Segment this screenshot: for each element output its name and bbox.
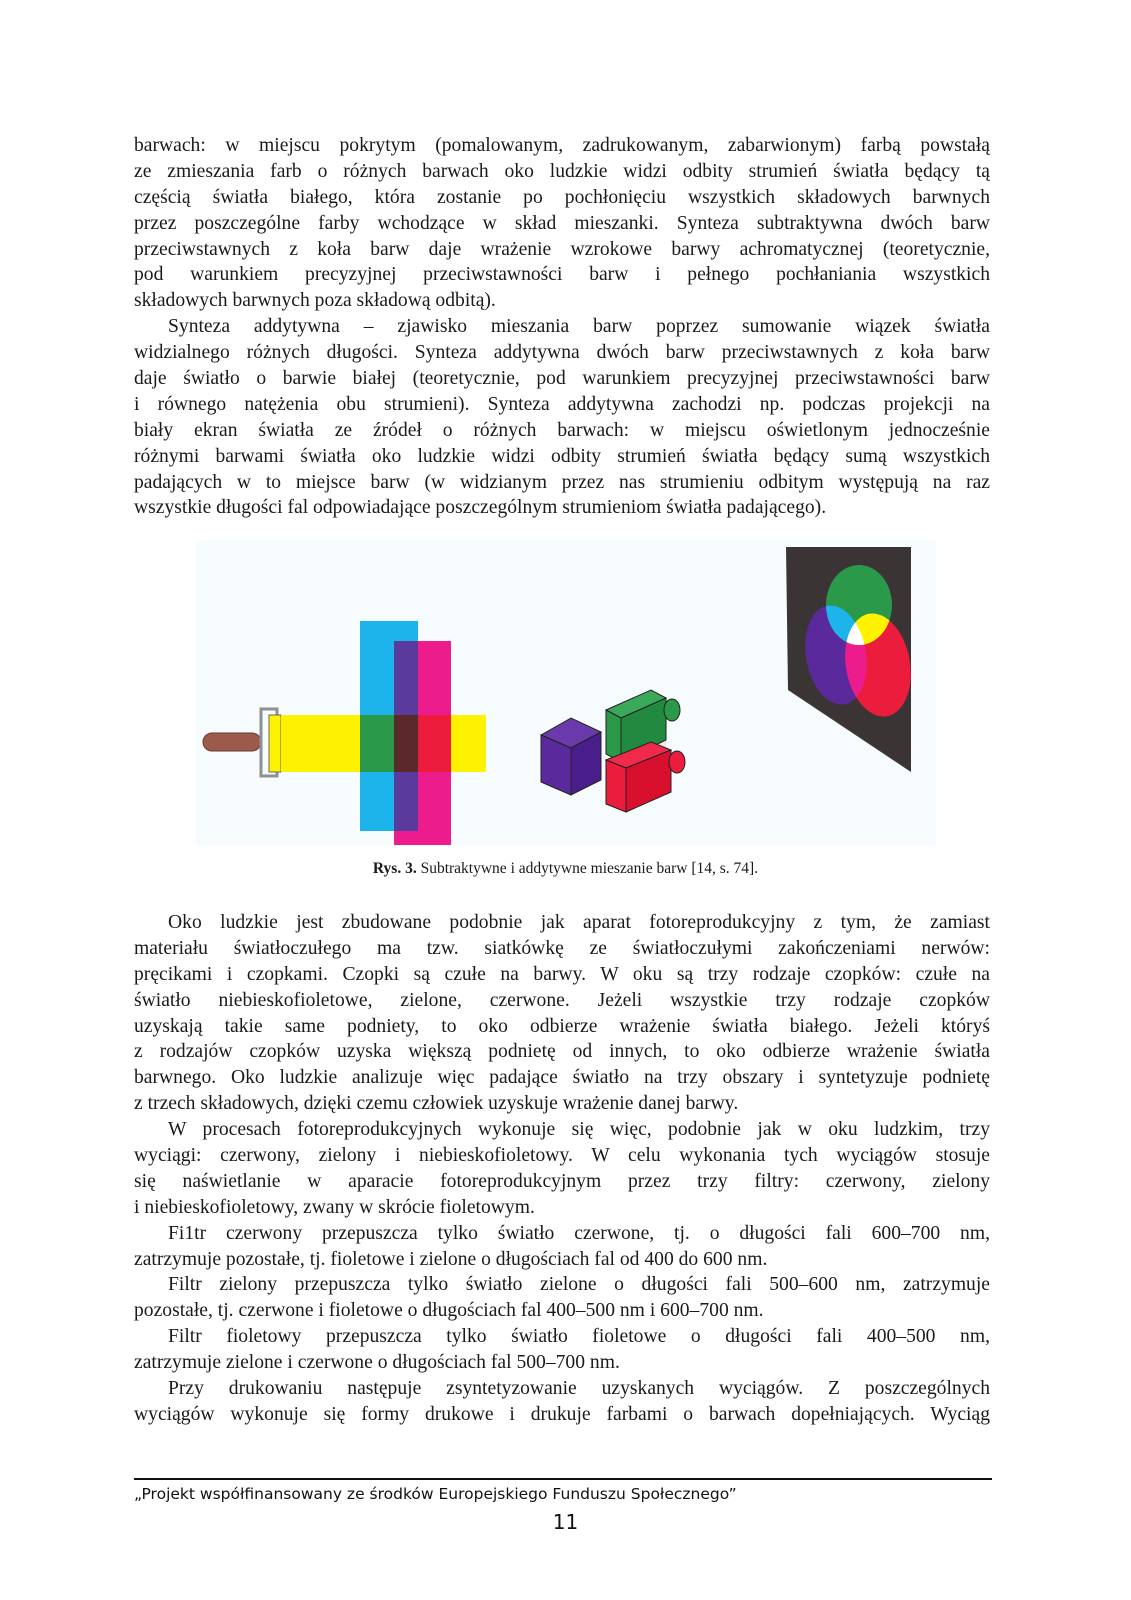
text-line: składowych barwnych poza składową odbitą). <box>134 290 496 312</box>
text-line: pod warunkiem precyzyjnej przeciwstawności barw i pełnego pochłaniania wszystkich <box>134 264 990 286</box>
footer-funding-note: „Projekt współfinansowany ze środków Europejskiego Funduszu Społecznego” <box>134 1485 737 1503</box>
section-1 <box>134 133 990 521</box>
text-line: i równego natężenia obu strumieni). Synteza addytywna zachodzi np. podczas projekcji na <box>134 393 990 415</box>
text-line: materiału światłoczułego ma tzw. siatkówkę ze światłoczułymi zakończeniami nerwów: <box>134 937 990 959</box>
roller-handle <box>203 733 261 751</box>
text-line: Oko ludzkie jest zbudowane podobnie jak aparat fotoreprodukcyjny z tym, że zamiast <box>168 912 990 933</box>
roller-cylinder <box>269 715 281 772</box>
text-line: różnymi barwami światła oko ludzkie widzi odbity strumień światła będący sumą wszystkich <box>134 445 990 467</box>
text-line: Przy drukowaniu następuje zsyntetyzowanie uzyskanych wyciągów. Z poszczególnych <box>168 1378 990 1400</box>
text-line: przeciwstawnych z koła barw daje wrażenie wzrokowe barwy achromatycznej (teoretycznie, <box>134 238 990 260</box>
text-line: Filtr zielony przepuszcza tylko światło zielone o długości fali 500–600 nm, zatrzymuje <box>168 1274 990 1296</box>
paragraph <box>134 1376 990 1428</box>
text-line: Synteza addytywna – zjawisko mieszania barw poprzez sumowanie wiązek światła <box>168 316 990 338</box>
figure-caption <box>0 859 1131 879</box>
text-line: wszystkie długości fal odpowiadające poszczególnym strumieniom światła padającego). <box>134 497 827 519</box>
page-number: 11 <box>552 1510 579 1534</box>
text-line: wyciągów wykonuje się formy drukowe i drukuje farbami o barwach dopełniających. Wyciąg <box>134 1403 990 1425</box>
paragraph <box>134 314 990 521</box>
text-line: częścią światła białego, która zostanie po pochłonięciu wszystkich składowych barwnych <box>134 186 990 208</box>
text-line: uzyskają takie same podniety, to oko odbierze wrażenie światła białego. Jeżeli któryś <box>134 1015 990 1037</box>
text-line: W procesach fotoreprodukcyjnych wykonuje się więc, podobnie jak w oku ludzkim, trzy <box>168 1119 990 1141</box>
text-line: barwach: w miejscu pokrytym (pomalowanym, zadrukowanym, zabarwionym) farbą powstałą <box>134 135 990 156</box>
text-line: wyciągi: czerwony, zielony i niebieskofioletowy. W celu wykonania tych wyciągów stosuje <box>134 1145 990 1167</box>
text-line: padających w to miejsce barw (w widzianym przez nas strumieniu odbitym występują na raz <box>134 471 990 493</box>
text-line: Filtr fioletowy przepuszcza tylko światło fioletowe o długości fali 400–500 nm, <box>168 1326 990 1348</box>
paragraph <box>134 910 990 1117</box>
text-line: pręcikami i czopkami. Czopki są czułe na barwy. W oku są trzy rodzaje czopków: czułe na <box>134 963 990 985</box>
text-line: przez poszczególne farby wchodzące w skład mieszanki. Synteza subtraktywna dwóch barw <box>134 212 990 234</box>
cmy-overlap <box>394 715 418 772</box>
paragraph <box>134 1117 990 1221</box>
caption-text: Subtraktywne i addytywne mieszanie barw [14, s. 74]. <box>416 860 759 877</box>
figure-color-mixing <box>196 540 936 845</box>
paragraph <box>134 1272 990 1324</box>
magenta-yellow-overlap <box>418 715 451 772</box>
text-line: biały ekran światła ze źródeł o różnych barwach: w miejscu oświetlonym jednocześnie <box>134 419 990 441</box>
text-line: widzialnego różnych długości. Synteza addytywna dwóch barw przeciwstawnych z koła barw <box>134 342 990 364</box>
text-line: zatrzymuje pozostałe, tj. fioletowe i zielone o długościach fal od 400 do 600 nm. <box>134 1248 768 1270</box>
text-line: światło niebieskofioletowe, zielone, czerwone. Jeżeli wszystkie trzy rodzaje czopków <box>134 989 990 1011</box>
paragraph <box>134 1324 990 1376</box>
footer-divider <box>134 1478 992 1480</box>
section-2 <box>134 910 990 1428</box>
text-line: i niebieskofioletowy, zwany w skrócie fioletowym. <box>134 1196 535 1218</box>
paragraph <box>134 1221 990 1273</box>
cyan-yellow-overlap <box>360 715 394 772</box>
text-line: z trzech składowych, dzięki czemu człowiek uzyskuje wrażenie danej barwy. <box>134 1093 739 1115</box>
text-line: daje światło o barwie białej (teoretycznie, pod warunkiem precyzyjnej przeciwstawności barw <box>134 368 990 390</box>
text-line: się naświetlanie w aparacie fotoreprodukcyjnym przez trzy filtry: czerwony, zielony <box>134 1170 990 1192</box>
text-line: pozostałe, tj. czerwone i fioletowe o długościach fal 400–500 nm i 600–700 nm. <box>134 1300 764 1322</box>
text-line: barwnego. Oko ludzkie analizuje więc padające światło na trzy obszary i syntetyzuje podnietę <box>134 1067 990 1089</box>
caption-label: Rys. 3. <box>372 860 417 877</box>
violet-projector <box>541 718 601 795</box>
paragraph <box>134 133 990 314</box>
text-line: z rodzajów czopków uzyska większą podnietę od innych, to oko odbierze wrażenie światła <box>134 1041 990 1063</box>
text-line: ze zmieszania farb o różnych barwach oko ludzkie widzi odbity strumień światła będący tą <box>134 160 990 182</box>
text-line: zatrzymuje zielone i czerwone o długościach fal 500–700 nm. <box>134 1352 620 1374</box>
text-line: Fi1tr czerwony przepuszcza tylko światło czerwone, tj. o długości fali 600–700 nm, <box>168 1222 990 1244</box>
figure-illustration <box>196 540 936 845</box>
